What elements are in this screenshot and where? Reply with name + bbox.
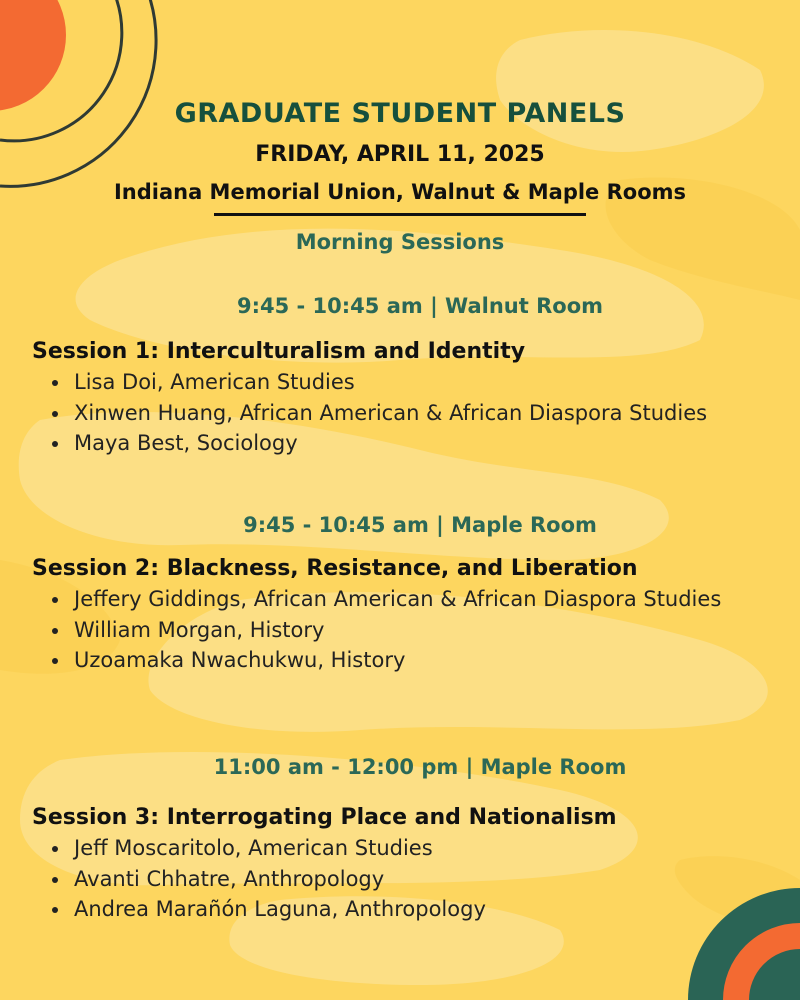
event-venue: Indiana Memorial Union, Walnut & Maple Rooms <box>113 180 687 204</box>
bullet <box>52 877 58 883</box>
presenter: Uzoamaka Nwachukwu, History <box>74 648 406 672</box>
list-item <box>32 894 772 925</box>
presenter-list <box>32 833 772 925</box>
list-item <box>32 428 772 459</box>
presenter: Xinwen Huang, African American & African Diaspora Studies <box>74 400 708 425</box>
list-item <box>32 367 772 398</box>
presenter: Andrea Marañón Laguna, Anthropology <box>74 897 486 921</box>
list-item <box>32 615 772 646</box>
list-item <box>32 584 772 615</box>
bullet <box>52 441 58 447</box>
presenter: Avanti Chhatre, Anthropology <box>74 866 385 891</box>
divider <box>214 213 586 216</box>
list-item <box>32 833 772 864</box>
event-date: FRIDAY, APRIL 11, 2025 <box>255 142 545 167</box>
list-item <box>32 645 772 676</box>
session-title: Session 3: Interrogating Place and Nationalism <box>32 805 617 830</box>
presenter: Jeffery Giddings, African American & African Diaspora Studies <box>74 587 722 611</box>
presenter: William Morgan, History <box>74 617 325 642</box>
session-block <box>32 803 772 925</box>
bullet <box>52 597 58 603</box>
bullet <box>52 628 58 634</box>
bullet <box>52 380 58 386</box>
time-slot: 9:45 - 10:45 am | Maple Room <box>243 513 597 537</box>
list-item <box>32 398 772 429</box>
bullet <box>52 907 58 913</box>
bullet <box>52 658 58 664</box>
session-title: Session 1: Interculturalism and Identity <box>32 339 526 364</box>
time-slot: 11:00 am - 12:00 pm | Maple Room <box>213 755 627 779</box>
section-heading: Morning Sessions <box>295 230 505 254</box>
presenter: Jeff Moscaritolo, American Studies <box>74 836 433 860</box>
session-title: Session 2: Blackness, Resistance, and Liberation <box>32 556 638 581</box>
bullet <box>52 411 58 417</box>
presenter: Maya Best, Sociology <box>74 431 298 455</box>
page-title: GRADUATE STUDENT PANELS <box>174 98 626 129</box>
presenter: Lisa Doi, American Studies <box>74 370 355 394</box>
time-slot: 9:45 - 10:45 am | Walnut Room <box>236 294 603 318</box>
session-block <box>32 337 772 459</box>
presenter-list <box>32 367 772 459</box>
presenter-list <box>32 584 772 676</box>
bullet <box>52 846 58 852</box>
session-block <box>32 554 772 676</box>
list-item <box>32 864 772 895</box>
